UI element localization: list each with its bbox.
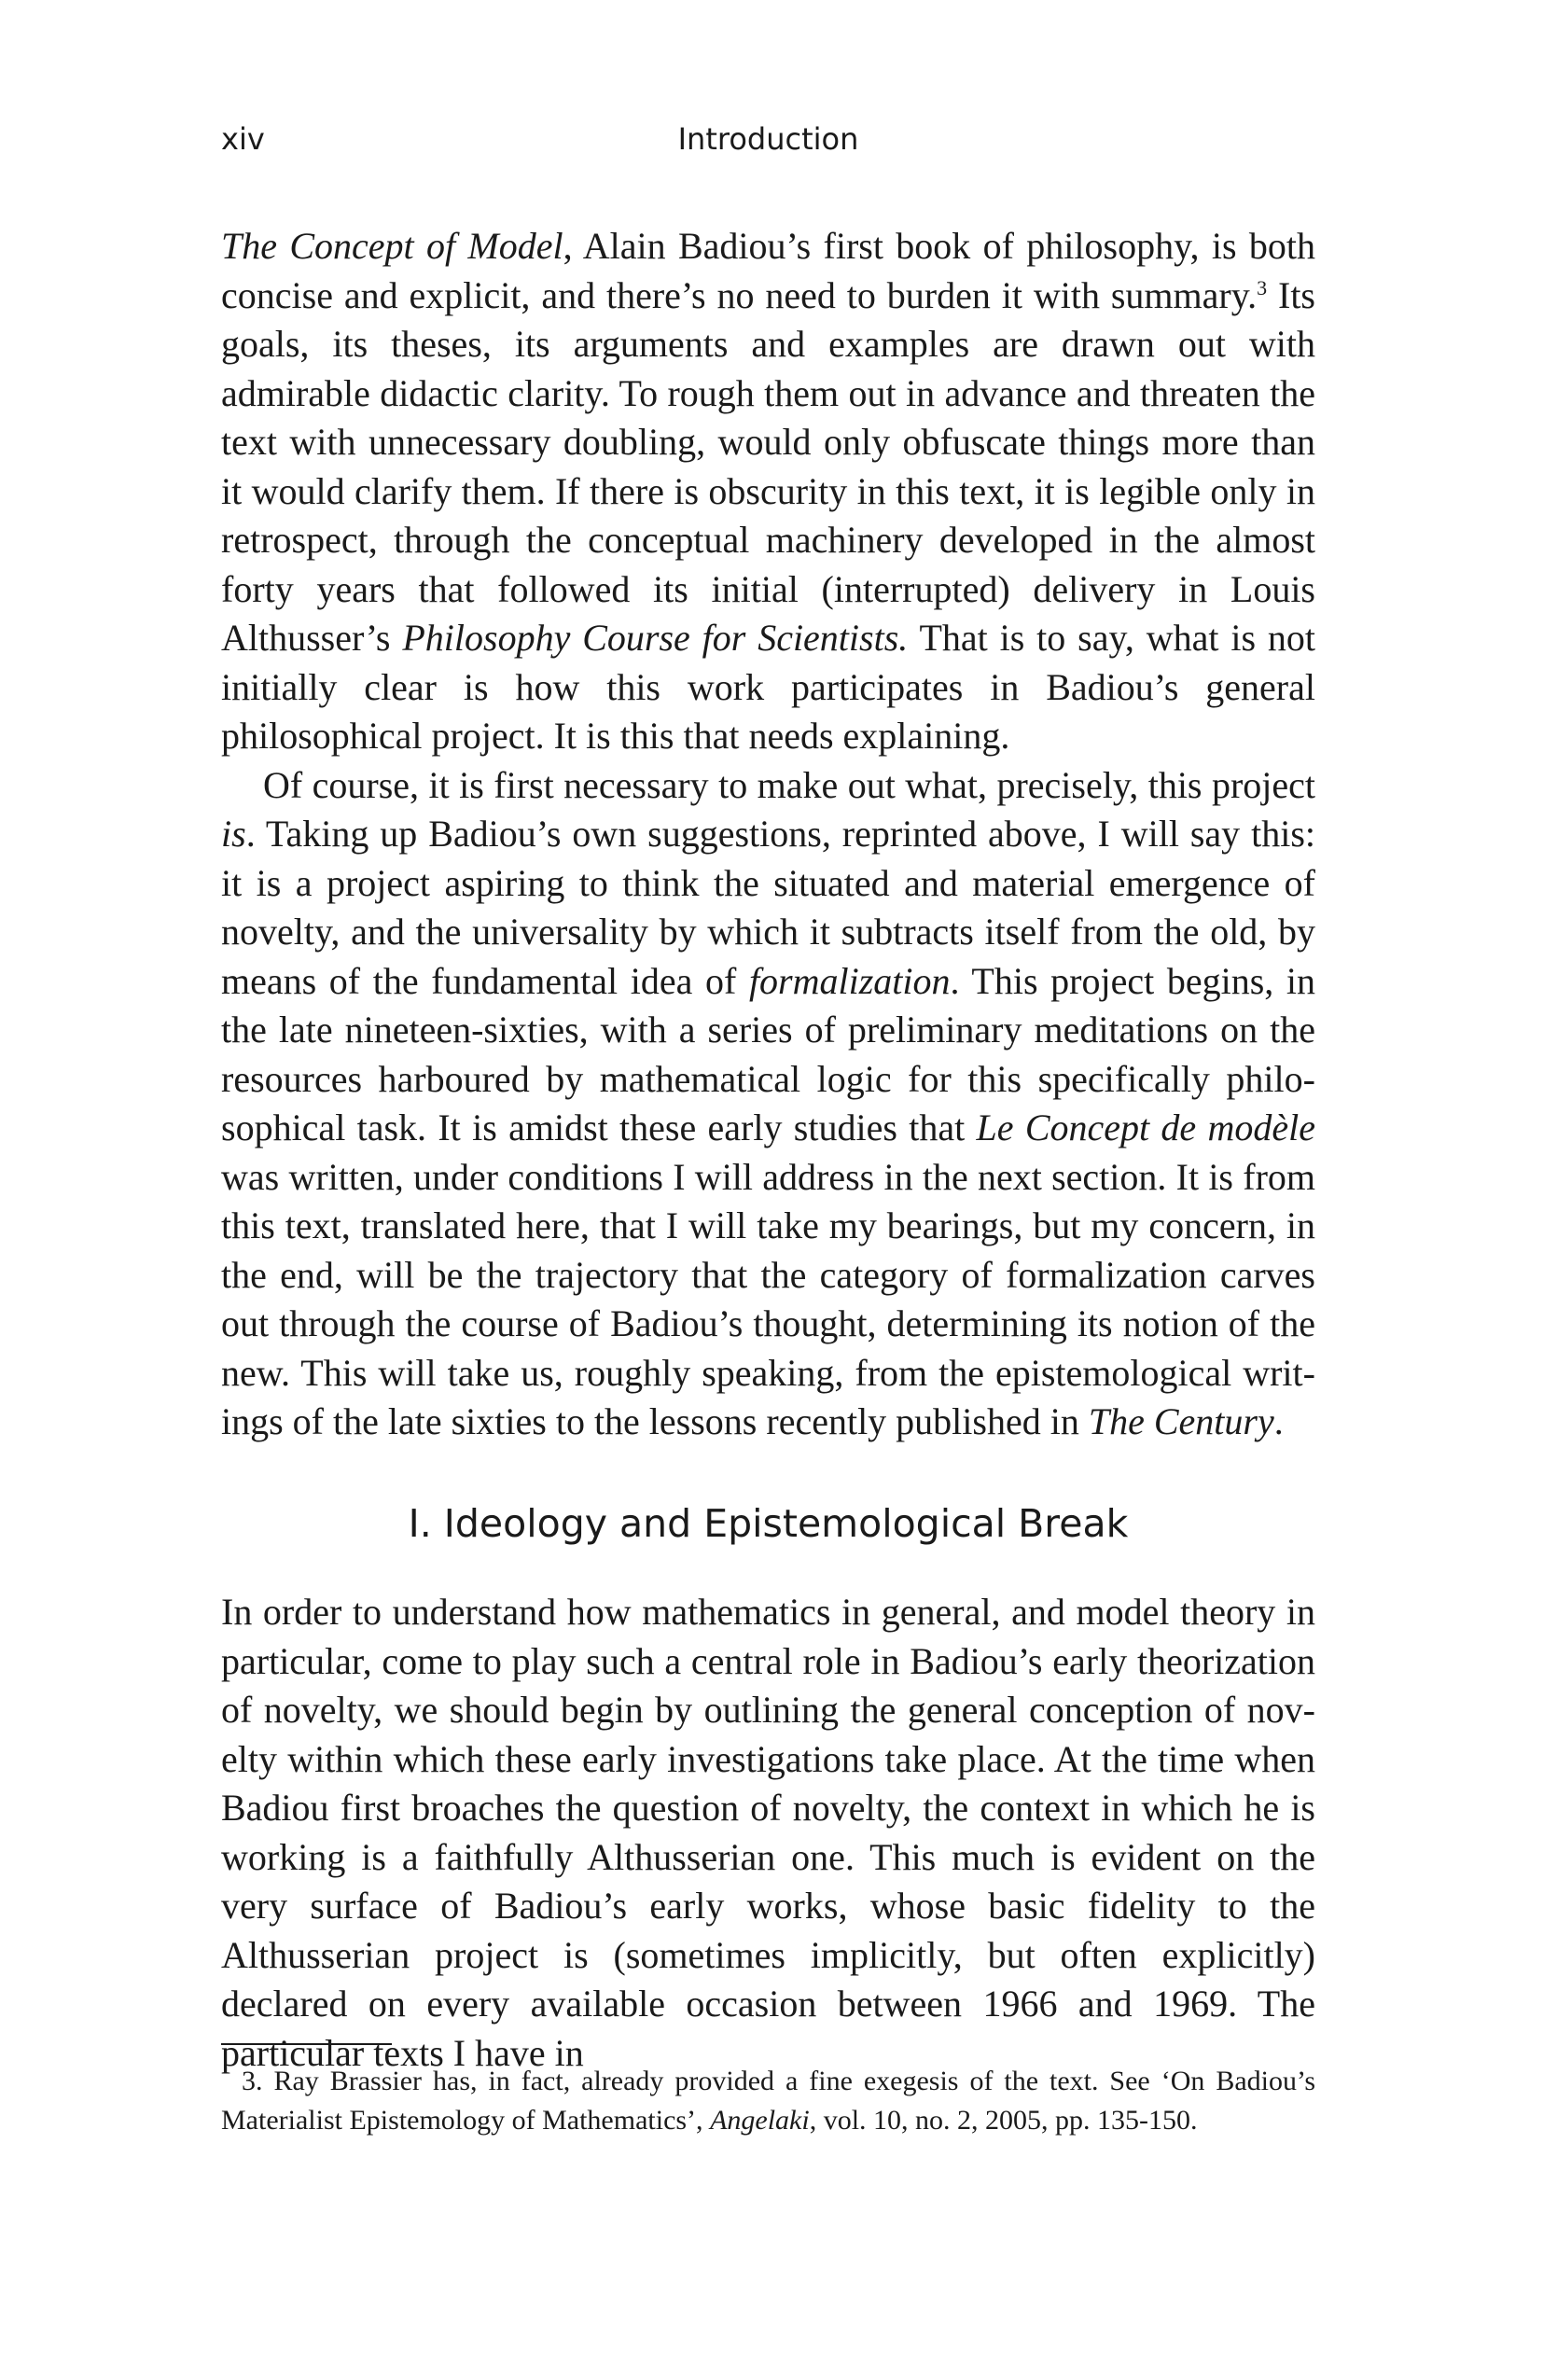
paragraph-2-text-e: . (1273, 1400, 1284, 1442)
book-title-italic: The Concept of Model (221, 225, 563, 267)
paragraph-1-text-a: , Alain Badiou’s first book of philosophy, is both concise and explicit, and there’s no need to burden it with summary. (221, 225, 1315, 316)
running-head (221, 121, 1315, 168)
paragraph-1-text-c: That is to say, what is not initially clear is how this work participates in Badiou’s general philosophical project. It is this that needs explaining. (221, 617, 1316, 757)
footnote-rule (221, 2043, 392, 2045)
footnote (221, 2062, 1315, 2140)
paragraph-2 (221, 761, 1315, 1447)
body-text-bottom (221, 1588, 1315, 2078)
paragraph-3: In order to understand how mathematics in general, and model theory in particular, come to play such a central role in Badiou’s early theorization of novelty, we should begin by outlining the general conception of novelty within which these early investigations take place. At the time when Badiou first broaches the question of novelty, the context in which he is working is a faithfully Althusserian one. This much is evident on the very surface of Badiou’s early works, whose basic fidelity to the Althusserian project is (sometimes implicitly, but often explicitly) declared on every available occasion between 1966 and 1969. The particular texts I have in (221, 1591, 1315, 2074)
footnote-text-b: , vol. 10, no. 2, 2005, pp. 135-150. (809, 2105, 1198, 2136)
footnote-3 (221, 2062, 1315, 2140)
book-title-century: The Century (1088, 1400, 1274, 1442)
footnote-text-a: Ray Brassier has, in fact, already provided a fine exegesis of the text. See ‘On Badiou’s Materialist Epistemology of Mathematics’, (221, 2066, 1315, 2136)
chapter-title: Introduction (677, 121, 859, 157)
paragraph-2-text-a: Of course, it is first necessary to make out what, precisely, this project (263, 763, 1315, 806)
book-title-modele: Le Concept de modèle (976, 1106, 1316, 1148)
emphasis-is: is (221, 813, 246, 855)
section-heading: I. Ideology and Epistemological Break (408, 1501, 1129, 1546)
footnote-number: 3. (242, 2066, 263, 2096)
course-title-italic: Philosophy Course for Scientists. (402, 617, 909, 659)
paragraph-2-text-c: . This project begins, in the late nineteen-sixties, with a series of preliminary meditations on the resources harboured by mathematical logic for this specifically philosophical task. It is amidst these early studies that (221, 959, 1315, 1148)
paragraph-2-text-b: . Taking up Badiou’s own suggestions, reprinted above, I will say this: it is a project aspiring to think the situated and material emergence of novelty, and the universality by which it subtracts itself from the old, by means of the fundamental idea of (221, 813, 1315, 1002)
footnote-reference[interactable]: 3 (1257, 275, 1268, 299)
paragraph-1-text-b: Its goals, its theses, its arguments and examples are drawn out with admirable didactic clarity. To rough them out in advance and threaten the text with unnecessary doubling, would only obfuscate things more than it would clarify them. If there is obscurity in this text, it is legible only in retrospect, through the conceptual machinery developed in the almost forty years that followed its initial (interrupted) delivery in Louis Althusser’s (221, 273, 1315, 659)
page-number: xiv (221, 121, 265, 157)
paragraph-2-text-d: was written, under conditions I will address in the next section. It is from this text, translated here, that I will take my bearings, but my concern, in the end, will be the trajectory that the category of formalization carves out through the course of Badiou’s thought, determining its notion of the new. This will take us, roughly speaking, from the epistemological writings of the late sixties to the lessons recently published in (221, 1155, 1315, 1442)
journal-title-italic: Angelaki (710, 2105, 810, 2136)
paragraph-1 (221, 222, 1315, 761)
body-text-top (221, 222, 1315, 1447)
emphasis-formalization: formalization (748, 959, 951, 1002)
